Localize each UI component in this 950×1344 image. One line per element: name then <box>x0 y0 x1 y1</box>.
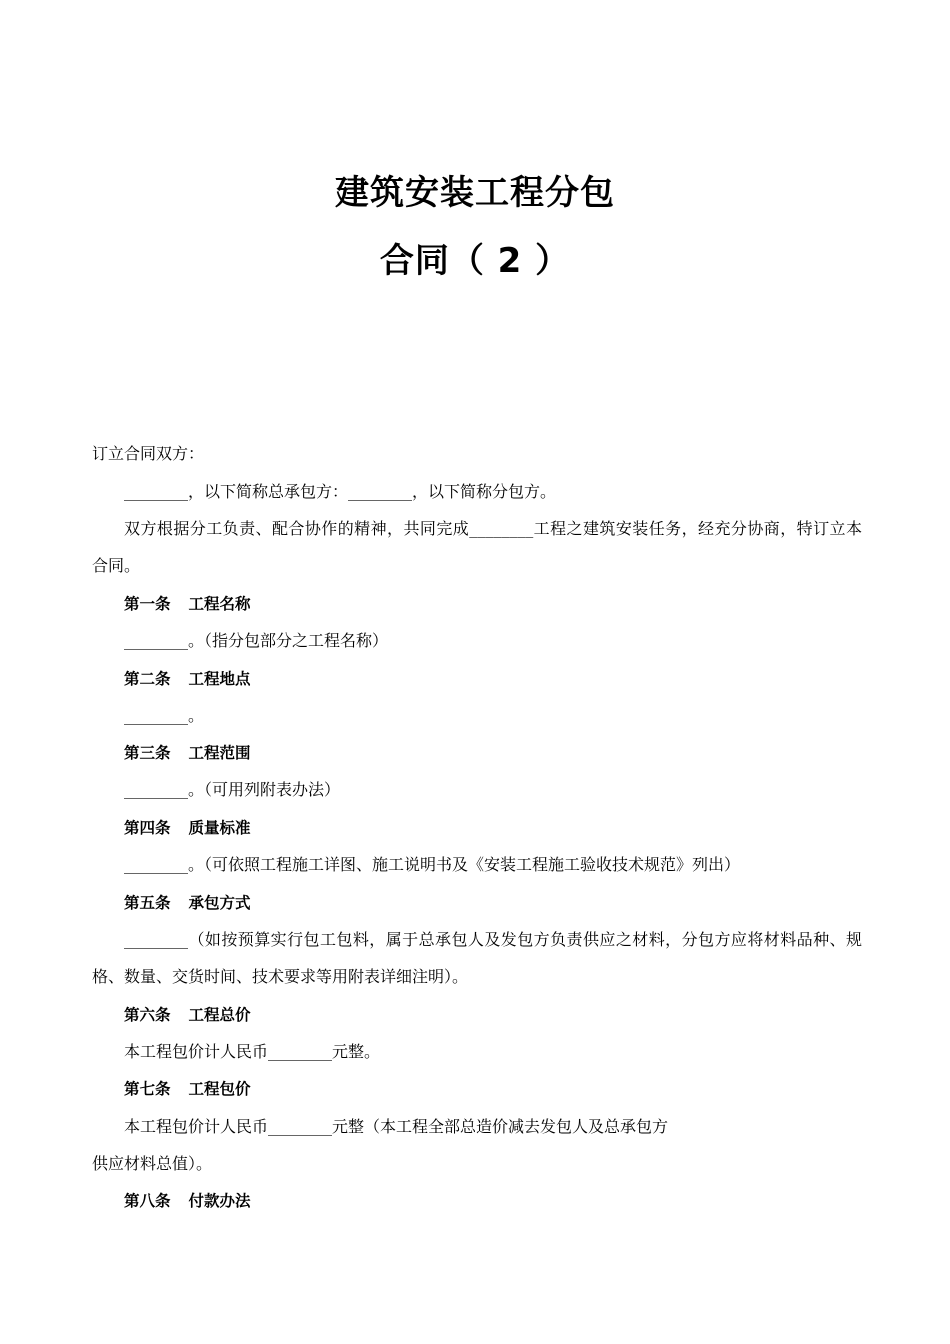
article-name: 付款办法 <box>188 1192 251 1210</box>
article-name: 工程包价 <box>188 1080 251 1098</box>
article-text: 本工程包价计人民币________元整。 <box>124 1042 381 1061</box>
article-text: ________。（可依照工程施工详图、施工说明书及《安装工程施工验收技术规范》列出） <box>124 855 741 874</box>
article-heading <box>124 1079 862 1099</box>
article-heading <box>124 1005 862 1025</box>
article-number: 第二条 <box>124 670 171 688</box>
article-number: 第三条 <box>124 744 171 762</box>
document-title-line-2: 合同（ 2 ） <box>379 241 571 281</box>
article-name: 工程范围 <box>188 744 251 762</box>
article-text-continued: 供应材料总值）。 <box>92 1154 213 1173</box>
parties-line: ________，以下简称总承包方：________，以下简称分包方。 <box>124 482 557 501</box>
article-number: 第七条 <box>124 1080 171 1098</box>
document-title-line-1: 建筑安装工程分包 <box>335 173 615 213</box>
purpose-line-2: 合同。 <box>92 556 141 575</box>
article-number: 第一条 <box>124 595 171 613</box>
article-heading <box>124 743 862 763</box>
article-number: 第五条 <box>124 894 171 912</box>
article-number: 第六条 <box>124 1006 171 1024</box>
article-name: 工程总价 <box>188 1006 251 1024</box>
article-heading <box>124 669 862 689</box>
article-number: 第四条 <box>124 819 171 837</box>
article-heading <box>124 594 862 614</box>
article-heading <box>124 893 862 913</box>
article-heading <box>124 1191 862 1211</box>
article-number: 第八条 <box>124 1192 171 1210</box>
article-name: 工程名称 <box>188 595 251 613</box>
article-text: ________。 <box>124 706 205 725</box>
article-name: 质量标准 <box>188 819 251 837</box>
parties-label: 订立合同双方： <box>92 444 205 463</box>
article-text: 本工程包价计人民币________元整（本工程全部总造价减去发包人及总承包方 <box>124 1117 669 1136</box>
article-text: ________（如按预算实行包工包料，属于总承包人及发包方负责供应之材料，分包方应将材料品种、规 <box>124 930 862 949</box>
purpose-line-1: 双方根据分工负责、配合协作的精神，共同完成________工程之建筑安装任务，经充分协商，特订立本 <box>124 519 862 538</box>
article-text: ________。（可用列附表办法） <box>124 780 341 799</box>
article-name: 承包方式 <box>188 894 251 912</box>
article-name: 工程地点 <box>188 670 251 688</box>
article-text: ________。（指分包部分之工程名称） <box>124 631 389 650</box>
article-text-continued: 格、数量、交货时间、技术要求等用附表详细注明）。 <box>92 967 469 986</box>
article-heading <box>124 818 862 838</box>
